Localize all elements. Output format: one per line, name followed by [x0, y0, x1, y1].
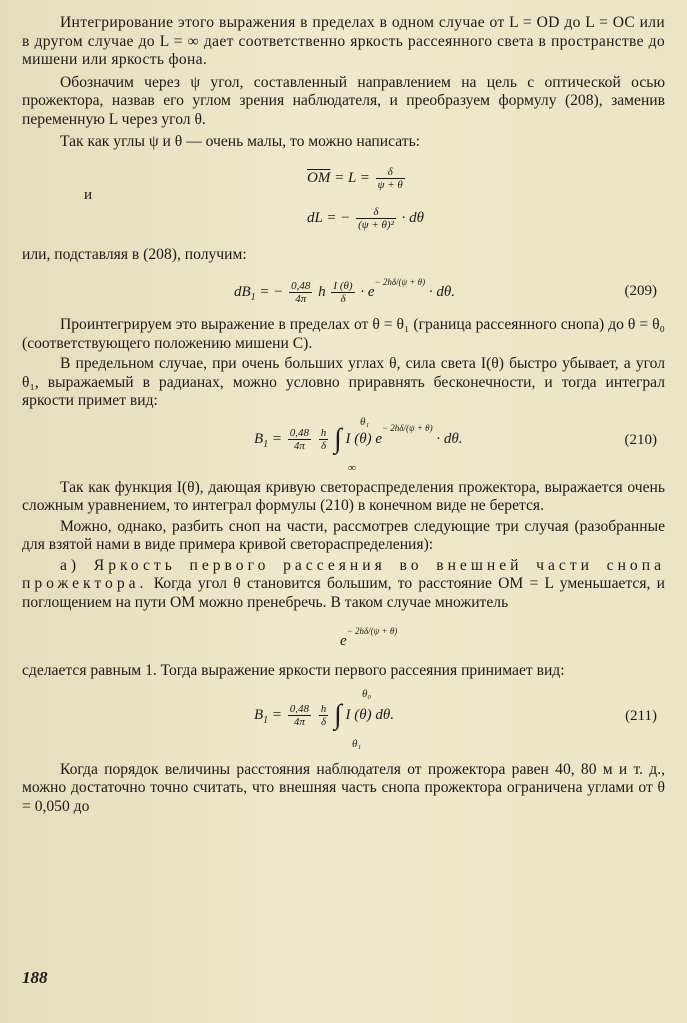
paragraph-12: Когда порядок величины расстояния наблюдателя от прожектора равен 40, 80 м и т. д., можно достаточно точно считать, что внешняя часть снопа прожектора ограничена углами от θ = 0,050 до — [22, 760, 665, 815]
paragraph-10-text: Когда угол θ становится большим, то расстояние OM = L уменьшается, и поглощением на пути OM можно пренебречь. В таком случае множитель — [22, 575, 665, 611]
paragraph-6: Проинтегрируем это выражение в пределах от θ = θ₁ (граница рассеянного снопа) до θ = θ₀ (соответствующего положению мишени C). — [22, 316, 665, 352]
paragraph-8: Так как функция I(θ), дающая кривую светораспределения прожектора, выражается очень сложным уравнением, то интеграл формулы (210) в конечном виде не берется. — [22, 478, 665, 514]
equation-210: θ₁ ∞ $B_1$ = $\frac{0,48}{4\pi}$ $\frac{h}{\delta}$ ∫ I (θ) $e^{- 2h\delta/(\psi + \theta)} \cdot d\theta$. (210) — [254, 415, 657, 474]
equation-number-210: (210) — [624, 431, 657, 448]
conjunction-and: и — [84, 186, 93, 203]
page-number: 188 — [22, 968, 48, 987]
equation-multiplier: $e^{- 2h\delta/(\psi + \theta)}$ — [340, 626, 398, 649]
equation-dl: и dL = − $\frac{\delta}{\text{(ψ + θ)²}}$ · dθ — [84, 186, 424, 231]
paragraph-10 — [22, 557, 665, 613]
equation-211: θ₀ θ₁ $B_1$ = $\frac{0,48}{4\pi}$ $\frac{h}{\delta}$ ∫ I (θ) dθ. (211) — [254, 687, 657, 750]
paragraph-11: сделается равным 1. Тогда выражение яркости первого рассеяния принимает вид: — [22, 662, 565, 679]
equation-om: $\overline{OM} = L$ = $\frac{\delta}{\psi + \theta}$ — [307, 165, 403, 191]
paragraph-2: Обозначим через ψ угол, составленный направлением на цель с оптической осью прожектора, назвав его углом зрения наблюдателя, и преобразуем формулу (208), заменив переменную L через угол θ. — [22, 73, 665, 128]
equation-number-211: (211) — [625, 707, 657, 724]
paragraph-5: или, подставляя в (208), получим: — [22, 245, 247, 263]
equation-209: $dB_1$ = − $\frac{0,48}{4\pi}$ h $\frac{I (\theta)}{\delta}$ · $e^{- 2h\delta/(\psi + \theta)} \cdot d\theta$. (209) — [234, 276, 657, 305]
paragraph-7: В предельном случае, при очень больших углах θ, сила света I(θ) быстро убывает, а угол θ₁, выражаемый в радианах, можно условно приравнять бесконечности, и тогда интеграл яркости примет вид: — [22, 355, 665, 409]
paragraph-9: Можно, однако, разбить сноп на части, рассмотрев следующие три случая (разобранные для взятой нами в виде примера кривой светораспределения): — [22, 517, 665, 553]
paragraph-3: Так как углы ψ и θ — очень малы, то можно написать: — [60, 133, 421, 150]
section-heading-a: а) Яркость первого рассеяния во внешней части снопа прожектора. — [22, 556, 665, 592]
equation-number-209: (209) — [624, 283, 657, 299]
paragraph-1: Интегрирование этого выражения в пределах в одном случае от L = OD до L = OC или в другом случае до L = ∞ дает соответственно яркость рассеянного света в пространстве до мишени или яркость фона. — [22, 14, 665, 68]
